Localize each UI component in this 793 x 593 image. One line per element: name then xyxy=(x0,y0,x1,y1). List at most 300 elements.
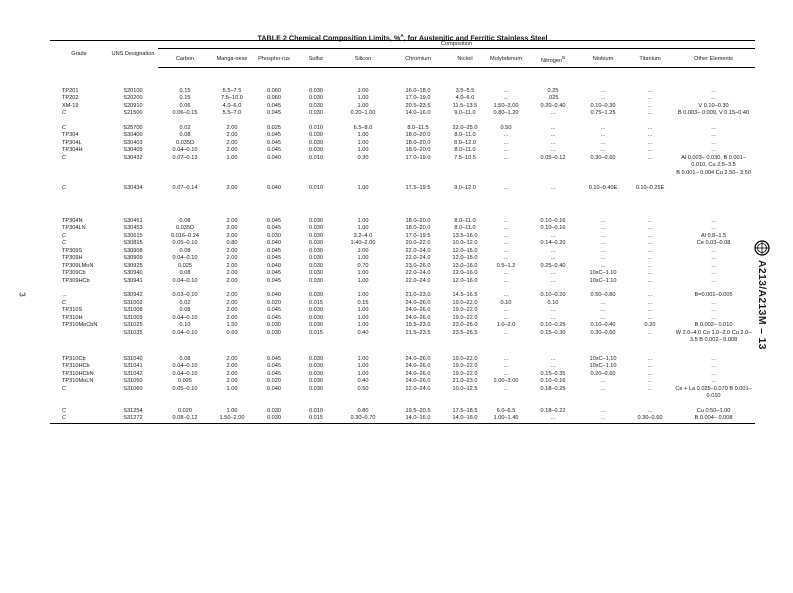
cell-uns: S30942 xyxy=(123,292,143,299)
cell-carbon: 0.04–0.10 xyxy=(172,147,198,154)
header-uns: UNS Designation xyxy=(108,41,158,68)
cell-other-elements: ... xyxy=(711,95,716,102)
cell-titanium: ... xyxy=(647,240,653,247)
cell-carbon: 0.02 xyxy=(179,124,191,131)
cell-phosphorus: 0.030 xyxy=(267,415,281,422)
header-nitrogen xyxy=(528,49,578,68)
cell-chromium: 21.0–23.0 xyxy=(405,292,431,299)
spacer-row xyxy=(50,118,755,125)
cell-silicon: 0.50 xyxy=(357,385,369,392)
cell-titanium: ... xyxy=(647,329,653,336)
cell-grade: TP310MoCbN xyxy=(62,322,98,329)
cell-niobium: ... xyxy=(600,415,606,422)
header-nitrogen-label: Nitrogen xyxy=(540,57,563,64)
cell-silicon: 1.00 xyxy=(357,102,369,109)
cell-silicon: 1.00 xyxy=(357,87,369,94)
cell-silicon: 1.40–2.00 xyxy=(350,240,376,247)
cell-chromium: 18.0–20.0 xyxy=(405,217,431,224)
spacer-cell xyxy=(50,207,755,218)
cell-nickel: 14.0–16.0 xyxy=(452,415,478,422)
table-row xyxy=(50,95,755,103)
cell-silicon: 1.00 xyxy=(357,147,369,154)
cell-nitrogen: 0.14–0.20 xyxy=(540,240,566,247)
cell-sulfur: 0.030 xyxy=(309,378,323,385)
cell-nitrogen: ... xyxy=(550,110,556,117)
cell-nickel: 9.0–12.0 xyxy=(454,184,476,191)
cell-sulfur: 0.030 xyxy=(309,355,323,362)
spacer-cell xyxy=(50,67,755,88)
table-row xyxy=(50,255,755,263)
cell-molybdenum: ... xyxy=(503,329,509,336)
cell-titanium: ... xyxy=(647,87,653,94)
cell-uns: S30615 xyxy=(123,232,143,239)
cell-nitrogen: ... xyxy=(550,232,556,239)
table-row xyxy=(50,315,755,323)
cell-chromium: 17.5–19.5 xyxy=(405,184,431,191)
cell-titanium: ... xyxy=(647,378,653,385)
cell-titanium: ... xyxy=(647,385,653,392)
cell-phosphorus: 0.045 xyxy=(267,147,281,154)
cell-sulfur: 0.030 xyxy=(309,132,323,139)
cell-other-elements: ... xyxy=(711,355,716,362)
cell-other-elements: B 0.001– 0.004 Cu 2.50– 3.50 xyxy=(676,169,751,176)
cell-sulfur: 0.030 xyxy=(309,110,323,117)
cell-niobium: 0.30–0.60 xyxy=(590,329,616,336)
header-sulfur: Sulfur xyxy=(296,49,336,68)
cell-molybdenum: ... xyxy=(503,225,509,232)
cell-nitrogen: ... xyxy=(550,132,556,139)
cell-niobium: ... xyxy=(600,299,606,306)
table-row xyxy=(50,233,755,241)
cell-sulfur: 0.030 xyxy=(309,225,323,232)
cell-phosphorus: 0.045 xyxy=(267,132,281,139)
cell-nickel: 9.0–11.0 xyxy=(454,110,476,117)
cell-niobium: 0.30–0.60 xyxy=(590,154,616,161)
cell-niobium: ... xyxy=(600,247,606,254)
cell-phosphorus: 0.045 xyxy=(267,277,281,284)
cell-nitrogen: 0.10–0.25 xyxy=(540,322,566,329)
cell-chromium: 16.0–18.0 xyxy=(405,87,431,94)
cell-manganese: 2.00 xyxy=(226,307,238,314)
cell-molybdenum: ... xyxy=(503,277,509,284)
cell-molybdenum: ... xyxy=(503,132,509,139)
cell-phosphorus: 0.045 xyxy=(267,314,281,321)
cell-carbon: 0.08 xyxy=(179,132,191,139)
table-row xyxy=(50,356,755,364)
cell-grade: TP304LN xyxy=(62,225,86,232)
header-niobium: Niobium xyxy=(578,49,628,68)
standard-designation: A213/A213M – 13 xyxy=(756,260,768,350)
cell-phosphorus: 0.045 xyxy=(267,225,281,232)
cell-phosphorus: 0.045 xyxy=(267,307,281,314)
cell-nitrogen: 0.18–0.25 xyxy=(540,385,566,392)
cell-titanium: 0.10–0.25E xyxy=(635,184,665,191)
cell-nickel: 14.5–16.5 xyxy=(452,292,478,299)
cell-phosphorus: 0.040 xyxy=(267,262,281,269)
cell-sulfur: 0.010 xyxy=(309,124,323,131)
cell-silicon: 1.00 xyxy=(357,255,369,262)
cell-carbon: 0.04–0.10 xyxy=(172,363,198,370)
cell-carbon: 0.15 xyxy=(179,95,191,102)
cell-other-elements: ... xyxy=(711,270,716,277)
cell-phosphorus: 0.040 xyxy=(267,154,281,161)
cell-silicon: 1.00 xyxy=(357,247,369,254)
cell-molybdenum: 1.0–2.0 xyxy=(496,322,516,329)
cell-grade: TP310HCb xyxy=(62,363,90,370)
cell-uns: S31041 xyxy=(123,363,143,370)
header-nickel: Nickel xyxy=(446,49,484,68)
table-row xyxy=(50,170,755,207)
cell-molybdenum: 1.00–1.40 xyxy=(493,415,519,422)
table-row xyxy=(50,88,755,96)
cell-chromium: 17.0–19.5 xyxy=(405,232,431,239)
cell-molybdenum: ... xyxy=(503,95,509,102)
cell-nickel: 12.0–16.0 xyxy=(452,270,478,277)
cell-phosphorus: 0.040 xyxy=(267,385,281,392)
cell-molybdenum: ... xyxy=(503,247,509,254)
cell-uns: S30453 xyxy=(123,225,143,232)
table-row xyxy=(50,386,755,401)
cell-niobium: 0.10–0.40 xyxy=(590,322,616,329)
cell-manganese: 2.00 xyxy=(226,363,238,370)
cell-chromium: 24.0–26.0 xyxy=(405,307,431,314)
cell-sulfur: 0.030 xyxy=(309,292,323,299)
cell-uns: S30451 xyxy=(123,217,143,224)
cell-carbon: 0.08 xyxy=(179,270,191,277)
cell-chromium: 24.0–26.0 xyxy=(405,363,431,370)
cell-nitrogen: ... xyxy=(550,355,556,362)
cell-uns: S31042 xyxy=(123,370,143,377)
cell-molybdenum: ... xyxy=(503,385,509,392)
cell-carbon: 0.05–0.10 xyxy=(172,240,198,247)
cell-phosphorus: 0.020 xyxy=(267,299,281,306)
table-row xyxy=(50,371,755,379)
cell-silicon: 1.00 xyxy=(357,139,369,146)
cell-manganese: 2.00 xyxy=(226,292,238,299)
cell-silicon: 0.20–1.00 xyxy=(350,110,376,117)
cell-manganese: 4.0–6.0 xyxy=(222,102,242,109)
cell-niobium: 10xC–1.10 xyxy=(589,363,617,370)
cell-niobium: ... xyxy=(600,378,606,385)
cell-manganese: 2.00 xyxy=(226,247,238,254)
cell-nitrogen: ... xyxy=(550,277,556,284)
cell-chromium: 17.0–19.0 xyxy=(405,95,431,102)
cell-other-elements: ... xyxy=(711,370,716,377)
cell-carbon: 0.08–0.12 xyxy=(172,415,198,422)
cell-phosphorus: 0.045 xyxy=(267,255,281,262)
table-row xyxy=(50,147,755,155)
table-row xyxy=(50,240,755,248)
cell-manganese: 1.00 xyxy=(226,154,238,161)
cell-uns: S31050 xyxy=(123,378,143,385)
header-other-elements: Other Elements xyxy=(672,49,755,68)
cell-carbon: 0.04–0.10 xyxy=(172,314,198,321)
cell-niobium: 0.75–1.25 xyxy=(590,110,616,117)
cell-uns: S30815 xyxy=(123,240,143,247)
cell-silicon: 1.00 xyxy=(357,314,369,321)
cell-grade: TP309Cb xyxy=(62,270,86,277)
cell-nitrogen: ... xyxy=(550,415,556,422)
cell-chromium: 14.0–16.0 xyxy=(405,415,431,422)
cell-carbon: 0.04–0.10 xyxy=(172,370,198,377)
cell-nitrogen: 0.25–0.40 xyxy=(540,262,566,269)
cell-nitrogen: 0.10–0.16 xyxy=(540,217,566,224)
cell-niobium: ... xyxy=(600,240,606,247)
cell-molybdenum: ... xyxy=(503,307,509,314)
cell-nitrogen: 0.25 xyxy=(547,87,559,94)
cell-nitrogen: .025 xyxy=(547,95,559,102)
cell-titanium: ... xyxy=(647,255,653,262)
cell-nickel: 10.0–12.5 xyxy=(452,385,478,392)
cell-grade: TP304N xyxy=(62,217,83,224)
cell-silicon: 1.00 xyxy=(357,95,369,102)
cell-titanium: ... xyxy=(647,270,653,277)
cell-carbon: 0.04–0.10 xyxy=(172,277,198,284)
cell-other-elements: B=0.001–0.005 xyxy=(694,292,733,299)
spacer-row xyxy=(50,285,755,292)
cell-other-elements: B 0.004– 0.008 xyxy=(694,415,733,422)
cell-uns: S31035 xyxy=(123,329,143,336)
cell-other-elements: ... xyxy=(711,255,716,262)
table-row xyxy=(50,125,755,133)
cell-nitrogen: 0.10 xyxy=(547,299,559,306)
cell-phosphorus: 0.025 xyxy=(267,124,281,131)
cell-other-elements: ... xyxy=(711,299,716,306)
cell-uns: S30940 xyxy=(123,270,143,277)
cell-manganese: 2.00 xyxy=(226,314,238,321)
cell-uns: S31008 xyxy=(123,307,143,314)
spacer-row xyxy=(50,401,755,408)
cell-phosphorus: 0.030 xyxy=(267,232,281,239)
cell-other-elements: B 0.003– 0.009, V 0.15–0.40 xyxy=(677,110,750,117)
cell-molybdenum: ... xyxy=(503,363,509,370)
table-row xyxy=(50,363,755,371)
cell-molybdenum: 2.00–3.00 xyxy=(493,378,519,385)
cell-molybdenum: 6.0–6.5 xyxy=(496,407,516,414)
cell-other-elements: ... xyxy=(711,217,716,224)
cell-nitrogen: ... xyxy=(550,307,556,314)
cell-titanium: ... xyxy=(647,277,653,284)
cell-grade: C xyxy=(62,124,67,131)
cell-silicon: 1.00 xyxy=(357,132,369,139)
cell-sulfur: 0.030 xyxy=(309,370,323,377)
cell-other-elements: Al 0.003– 0.030, B 0.001– 0.010, Cu 2.5–3.5 xyxy=(681,154,746,169)
cell-silicon: 1.00 xyxy=(357,184,369,191)
spacer-row xyxy=(50,67,755,88)
cell-grade: C xyxy=(62,232,67,239)
cell-sulfur: 0.015 xyxy=(309,329,323,336)
cell-phosphorus: 0.045 xyxy=(267,370,281,377)
cell-other-elements: Al 0.8–1.5 xyxy=(700,232,727,239)
cell-molybdenum: ... xyxy=(503,147,509,154)
cell-silicon: 0.70 xyxy=(357,262,369,269)
cell-uns: S31272 xyxy=(123,415,143,422)
header-titanium: Titanium xyxy=(628,49,672,68)
cell-manganese: 1.00 xyxy=(226,385,238,392)
cell-grade: TP304 xyxy=(62,132,79,139)
cell-carbon: 0.04–0.10 xyxy=(172,329,198,336)
cell-molybdenum: ... xyxy=(503,292,509,299)
cell-phosphorus: 0.045 xyxy=(267,355,281,362)
cell-other-elements: ... xyxy=(711,132,716,139)
cell-other-elements: B 0.002– 0.010 xyxy=(694,322,733,329)
cell-manganese: 1.50 xyxy=(226,322,238,329)
cell-manganese: 2.00 xyxy=(226,262,238,269)
cell-uns: S30403 xyxy=(123,139,143,146)
cell-titanium: ... xyxy=(647,262,653,269)
cell-chromium: 22.0–24.0 xyxy=(405,270,431,277)
cell-molybdenum: ... xyxy=(503,370,509,377)
cell-grade: C xyxy=(62,385,67,392)
cell-carbon: 0.08 xyxy=(179,355,191,362)
cell-silicon: 0.15 xyxy=(357,299,369,306)
composition-table xyxy=(50,40,755,425)
cell-sulfur: 0.030 xyxy=(309,95,323,102)
cell-silicon: 1.00 xyxy=(357,217,369,224)
cell-grade: TP310HCbN xyxy=(62,370,94,377)
cell-grade: TP309LMoN xyxy=(62,262,94,269)
cell-chromium: 14.0–16.0 xyxy=(405,110,431,117)
cell-chromium: 22.0–24.0 xyxy=(405,385,431,392)
cell-manganese: 2.00 xyxy=(226,232,238,239)
cell-niobium: ... xyxy=(600,232,606,239)
cell-other-elements: Ce 0.03–0.08 xyxy=(696,240,731,247)
cell-sulfur: 0.010 xyxy=(309,407,323,414)
table-row xyxy=(50,408,755,416)
cell-molybdenum: 0.5–1.2 xyxy=(496,262,516,269)
header-chromium: Chromium xyxy=(390,49,446,68)
cell-carbon: 0.08 xyxy=(179,217,191,224)
header-manganese: Manga-nese xyxy=(212,49,252,68)
cell-carbon: 0.035D xyxy=(175,139,195,146)
header-composition: Composition xyxy=(158,41,755,49)
cell-manganese: 2.00 xyxy=(226,299,238,306)
cell-nickel: 21.0–23.0 xyxy=(452,378,478,385)
cell-titanium: ... xyxy=(647,110,653,117)
cell-niobium: ... xyxy=(600,307,606,314)
cell-sulfur: 0.030 xyxy=(309,87,323,94)
cell-other-elements: ... xyxy=(711,262,716,269)
cell-grade: XM-19 xyxy=(62,102,79,109)
cell-nickel: 12.0–16.0 xyxy=(452,277,478,284)
cell-nickel: 7.5–10.5 xyxy=(454,154,476,161)
cell-phosphorus: 0.020 xyxy=(267,378,281,385)
table-row xyxy=(50,263,755,271)
cell-grade: C xyxy=(62,299,67,306)
cell-other-elements: Cu 0.50–1.00 xyxy=(696,407,731,414)
cell-other-elements: ... xyxy=(711,378,716,385)
cell-molybdenum: 0.10 xyxy=(500,299,512,306)
cell-titanium: ... xyxy=(647,370,653,377)
table-row xyxy=(50,378,755,386)
cell-sulfur: 0.010 xyxy=(309,184,323,191)
cell-uns: S30434 xyxy=(123,184,143,191)
cell-nickel: 8.0–11.0 xyxy=(454,225,476,232)
cell-manganese: 5.5–7.0 xyxy=(222,110,242,117)
spacer-row xyxy=(50,345,755,356)
cell-phosphorus: 0.040 xyxy=(267,184,281,191)
table-row xyxy=(50,278,755,286)
cell-nickel: 8.0–11.0 xyxy=(454,132,476,139)
spacer-cell xyxy=(50,285,755,292)
cell-sulfur: 0.030 xyxy=(309,363,323,370)
cell-nickel: 22.0–25.0 xyxy=(452,124,478,131)
header-silicon: Silicon xyxy=(336,49,390,68)
cell-carbon: 0.035D xyxy=(175,225,195,232)
cell-chromium: 20.5–23.5 xyxy=(405,102,431,109)
cell-manganese: 2.00 xyxy=(226,270,238,277)
cell-silicon: 1.00 xyxy=(357,225,369,232)
cell-silicon: 1.00 xyxy=(357,363,369,370)
cell-uns: S30908 xyxy=(123,247,143,254)
cell-grade: TP304H xyxy=(62,147,83,154)
cell-molybdenum: ... xyxy=(503,255,509,262)
cell-sulfur: 0.030 xyxy=(309,255,323,262)
cell-carbon: 0.05–0.10 xyxy=(172,385,198,392)
cell-other-elements: V 0.10–0.30 xyxy=(698,102,729,109)
cell-titanium: ... xyxy=(647,307,653,314)
cell-grade: C xyxy=(62,184,67,191)
cell-sulfur: 0.030 xyxy=(309,240,323,247)
cell-nitrogen: 0.15–0.35 xyxy=(540,370,566,377)
cell-chromium: 19.5–20.5 xyxy=(405,407,431,414)
cell-niobium: ... xyxy=(600,407,606,414)
table-row xyxy=(50,330,755,345)
cell-chromium: 18.0–20.0 xyxy=(405,132,431,139)
cell-molybdenum: ... xyxy=(503,232,509,239)
cell-silicon: 0.30 xyxy=(357,154,369,161)
cell-grade: TP310S xyxy=(62,307,83,314)
cell-nickel: 19.0–22.0 xyxy=(452,307,478,314)
cell-chromium: 20.0–22.0 xyxy=(405,240,431,247)
cell-manganese: 2.00 xyxy=(226,147,238,154)
cell-niobium: ... xyxy=(600,87,606,94)
cell-manganese: 0.60 xyxy=(226,329,238,336)
cell-titanium: ... xyxy=(647,102,653,109)
cell-grade: C xyxy=(62,154,67,161)
cell-phosphorus: 0.045 xyxy=(267,139,281,146)
cell-uns: S20100 xyxy=(123,87,143,94)
cell-manganese: 2.00 xyxy=(226,378,238,385)
table-row xyxy=(50,307,755,315)
cell-niobium: ... xyxy=(600,139,606,146)
cell-chromium: 18.0–20.0 xyxy=(405,225,431,232)
cell-sulfur: 0.015 xyxy=(309,415,323,422)
table-row xyxy=(50,110,755,118)
cell-carbon: 0.08 xyxy=(179,307,191,314)
cell-grade: C xyxy=(62,110,67,117)
cell-grade: TP309S xyxy=(62,247,83,254)
cell-grade: TP202 xyxy=(62,95,79,102)
cell-nickel: 8.0–11.0 xyxy=(454,147,476,154)
cell-phosphorus: 0.045 xyxy=(267,247,281,254)
cell-sulfur: 0.030 xyxy=(309,139,323,146)
table-row xyxy=(50,103,755,111)
cell-nitrogen: ... xyxy=(550,139,556,146)
cell-carbon: 0.03–0.10 xyxy=(172,292,198,299)
cell-titanium: ... xyxy=(647,292,653,299)
cell-other-elements: ... xyxy=(711,277,716,284)
cell-silicon: 0.80 xyxy=(357,407,369,414)
cell-molybdenum: ... xyxy=(503,314,509,321)
cell-chromium: 22.0–24.0 xyxy=(405,247,431,254)
cell-phosphorus: 0.040 xyxy=(267,240,281,247)
cell-manganese: 7.5–10.0 xyxy=(221,95,243,102)
cell-chromium: 23.0–26.0 xyxy=(405,262,431,269)
cell-molybdenum: 0.50 xyxy=(500,124,512,131)
cell-niobium: ... xyxy=(600,314,606,321)
cell-phosphorus: 0.045 xyxy=(267,270,281,277)
